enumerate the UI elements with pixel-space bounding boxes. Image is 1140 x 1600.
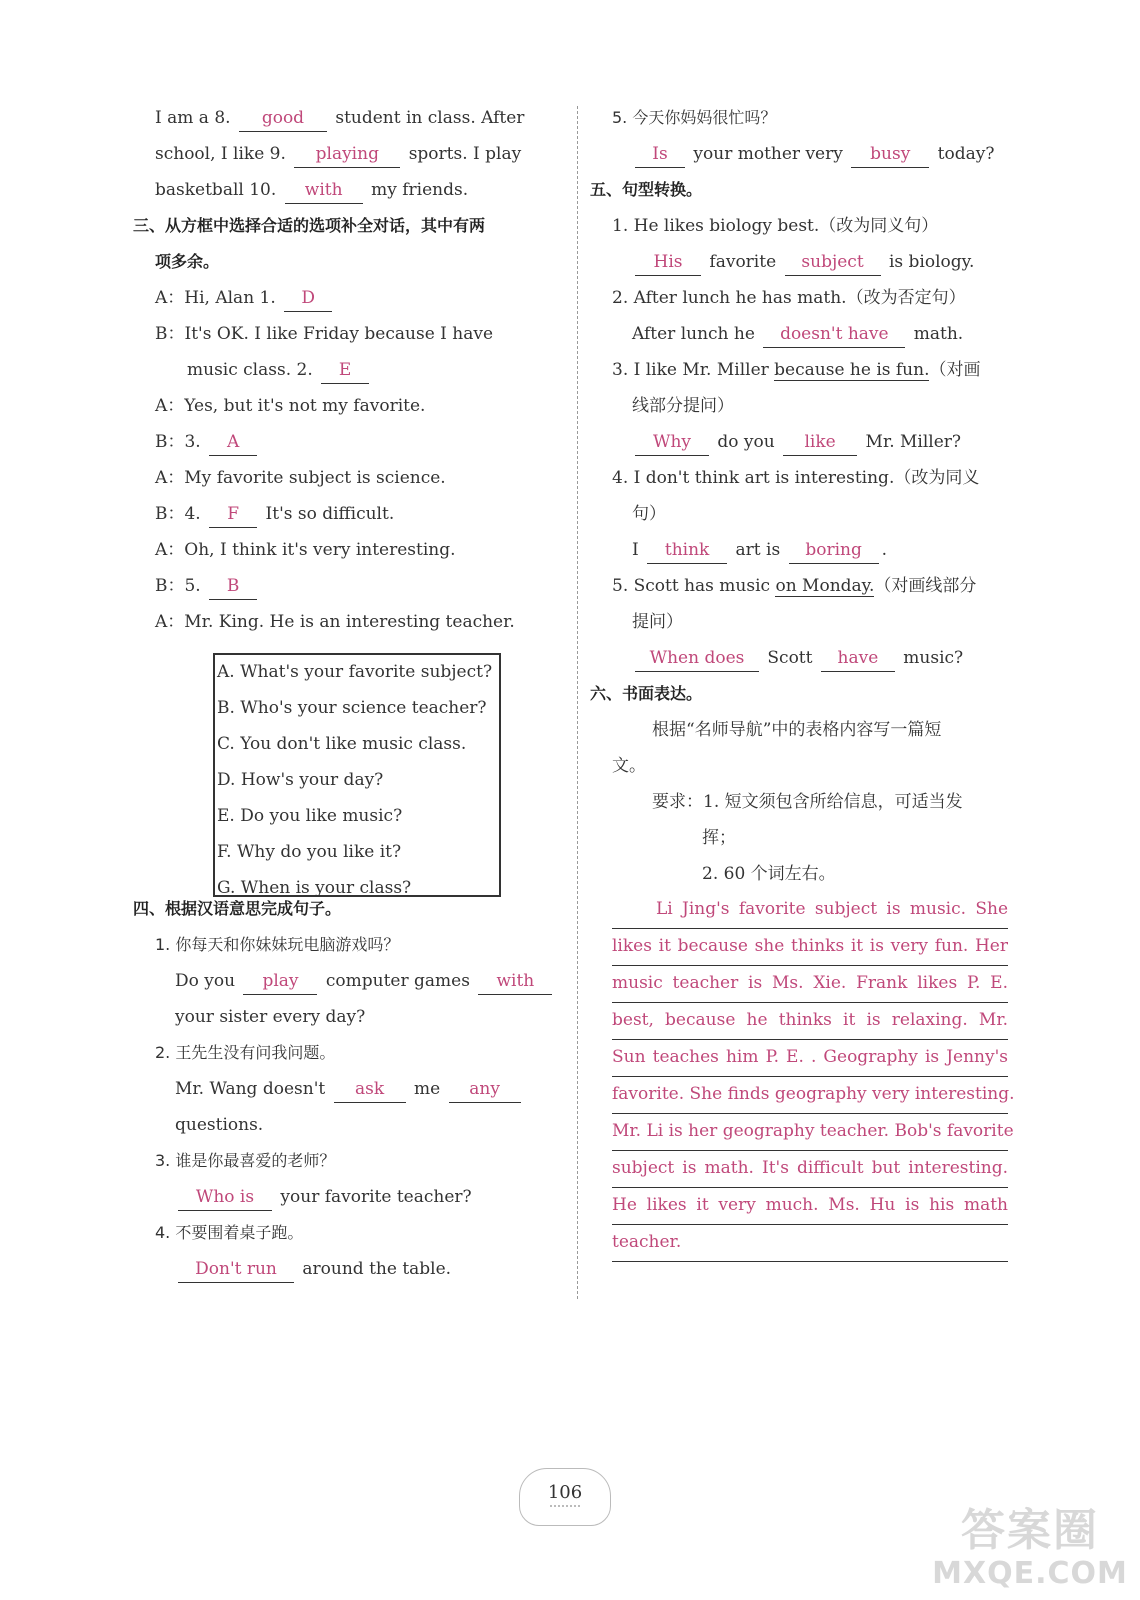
option-item: B. Who's your science teacher? — [217, 698, 487, 718]
text: your favorite teacher? — [280, 1187, 472, 1207]
question-line: 1. He likes biology best.（改为同义句） — [612, 216, 939, 236]
answer-blank: Is — [635, 141, 685, 168]
answer-blank-8: good — [239, 105, 327, 132]
section-5-heading: 五、句型转换。 — [590, 180, 703, 199]
answer-line — [612, 424, 1032, 460]
options-box — [213, 653, 501, 897]
passage-line — [155, 136, 555, 172]
answer-blank: Don't run — [178, 1256, 294, 1283]
passage-line — [155, 172, 555, 208]
answer-blank: His — [635, 249, 701, 276]
section-3-heading-cont: 项多余。 — [155, 252, 220, 271]
page-number-text: 106 — [547, 1482, 583, 1503]
text: B：5. — [155, 576, 201, 596]
answer-blank-d4: F — [209, 501, 257, 528]
answer-line — [612, 244, 1032, 280]
question-line — [612, 352, 1032, 388]
passage-line — [155, 100, 555, 136]
question-line: 提问） — [632, 612, 683, 632]
text: basketball 10. — [155, 180, 277, 200]
question-cn: 4. 不要围着桌子跑。 — [155, 1223, 304, 1242]
answer-blank: Why — [635, 429, 709, 456]
reading-passage-end — [155, 100, 555, 208]
dialog-line — [155, 496, 555, 532]
text: I — [632, 540, 639, 560]
text: B：4. — [155, 504, 201, 524]
essay-line: Li Jing's favorite subject is music. She — [612, 892, 1008, 929]
question-line: 4. I don't think art is interesting.（改为同义 — [612, 468, 980, 488]
answer-blank-d3: A — [209, 429, 257, 456]
answer-blank: ask — [334, 1076, 406, 1103]
section-3-heading: 三、从方框中选择合适的选项补全对话，其中有两 — [133, 216, 486, 235]
option-item: C. You don't like music class. — [217, 734, 467, 754]
answer-blank: When does — [635, 645, 759, 672]
text: today? — [937, 144, 995, 164]
essay-answer — [612, 892, 1015, 1262]
answer-blank: doesn't have — [763, 321, 905, 348]
requirement: 要求：1. 短文须包含所给信息，可适当发 — [652, 792, 963, 812]
dialog-line: A：My favorite subject is science. — [155, 468, 446, 488]
essay-line: teacher. — [612, 1225, 1008, 1262]
essay-line: subject is math. It's difficult but interesting. — [612, 1151, 1008, 1188]
dialog-line — [155, 424, 555, 460]
text: sports. I play — [408, 144, 522, 164]
answer-blank-d1: D — [284, 285, 332, 312]
question-line: 2. After lunch he has math.（改为否定句） — [612, 288, 966, 308]
text: favorite — [709, 252, 777, 272]
column-divider — [577, 106, 578, 1299]
text: （对画线部分 — [874, 576, 977, 596]
text: （对画 — [929, 360, 981, 380]
answer-line — [155, 963, 555, 999]
answer-blank-10: with — [285, 177, 363, 204]
text: After lunch he — [632, 324, 755, 344]
text: 5. Scott has music — [612, 576, 771, 596]
text: student in class. After — [335, 108, 525, 128]
question-cn: 1. 你每天和你妹妹玩电脑游戏吗？ — [155, 935, 400, 954]
text: my friends. — [371, 180, 469, 200]
text: Scott — [767, 648, 813, 668]
answer-line — [155, 1071, 555, 1107]
dialog-line: B：It's OK. I like Friday because I have — [155, 324, 494, 344]
answer-blank: like — [783, 429, 857, 456]
text: music class. 2. — [187, 360, 313, 380]
answer-line: questions. — [175, 1115, 264, 1135]
section-3 — [133, 208, 555, 280]
instruction: 文。 — [612, 756, 646, 776]
text: . — [881, 540, 888, 560]
answer-line — [612, 136, 1032, 172]
text: school, I like 9. — [155, 144, 286, 164]
answer-line — [612, 640, 1032, 676]
underlined-part: on Monday. — [775, 576, 875, 596]
essay-line: Mr. Li is her geography teacher. Bob's favorite — [612, 1114, 1008, 1151]
dialog-line: A：Mr. King. He is an interesting teacher. — [155, 612, 515, 632]
text: B：3. — [155, 432, 201, 452]
watermark-line1: 答案圈 — [961, 1505, 1099, 1556]
essay-line: music teacher is Ms. Xie. Frank likes P. E. — [612, 966, 1008, 1003]
essay-line: likes it because she thinks it is very fun. Her — [612, 929, 1008, 966]
requirement: 2. 60 个词左右。 — [702, 864, 836, 884]
text: computer games — [325, 971, 470, 991]
text: around the table. — [302, 1259, 452, 1279]
dialog-line — [155, 280, 555, 316]
text: Mr. Miller? — [865, 432, 962, 452]
underlined-part: because he is fun. — [774, 360, 930, 380]
dialog-line — [155, 568, 555, 604]
page-number — [519, 1468, 611, 1526]
question-cn: 2. 王先生没有问我问题。 — [155, 1043, 336, 1062]
essay-line: best, because he thinks it is relaxing. Mr. — [612, 1003, 1008, 1040]
answer-blank: Who is — [178, 1184, 272, 1211]
option-item: A. What's your favorite subject? — [217, 662, 493, 682]
option-item: G. When is your class? — [217, 878, 412, 898]
right-column — [590, 100, 1032, 1252]
answer-blank-d2: E — [321, 357, 369, 384]
text: music? — [903, 648, 964, 668]
option-item: D. How's your day? — [217, 770, 384, 790]
dialog-line — [155, 352, 555, 388]
essay-line: Sun teaches him P. E. . Geography is Jenny's — [612, 1040, 1008, 1077]
answer-blank: play — [243, 968, 317, 995]
answer-blank: any — [449, 1076, 521, 1103]
dialog-line: A：Oh, I think it's very interesting. — [155, 540, 456, 560]
text: 3. I like Mr. Miller — [612, 360, 769, 380]
answer-line — [612, 316, 1032, 352]
answer-blank: have — [821, 645, 895, 672]
answer-blank: with — [478, 968, 552, 995]
essay-line: favorite. She finds geography very interesting. — [612, 1077, 1008, 1114]
text: your mother very — [693, 144, 843, 164]
essay-line: He likes it very much. Ms. Hu is his math — [612, 1188, 1008, 1225]
dialog-line: A：Yes, but it's not my favorite. — [155, 396, 426, 416]
page-number-decoration — [550, 1505, 580, 1509]
text: art is — [735, 540, 781, 560]
text: A：Hi, Alan 1. — [155, 288, 276, 308]
answer-line — [155, 1179, 555, 1215]
answer-blank: boring — [789, 537, 879, 564]
answer-line — [612, 532, 1032, 568]
question-line — [612, 568, 1032, 604]
question-cn: 3. 谁是你最喜爱的老师？ — [155, 1151, 336, 1170]
answer-blank: busy — [851, 141, 929, 168]
answer-blank: think — [647, 537, 727, 564]
answer-blank-d5: B — [209, 573, 257, 600]
question-cn: 5. 今天你妈妈很忙吗？ — [612, 108, 777, 127]
option-item: F. Why do you like it? — [217, 842, 402, 862]
watermark-line2: MXQE.COM — [932, 1556, 1128, 1591]
answer-blank: subject — [785, 249, 881, 276]
section-4-heading: 四、根据汉语意思完成句子。 — [133, 899, 342, 918]
text: Do you — [175, 971, 236, 991]
answer-blank-9: playing — [294, 141, 400, 168]
left-column — [133, 100, 555, 1279]
answer-line — [155, 1251, 555, 1287]
requirement: 挥； — [702, 828, 736, 848]
watermark-logo — [930, 1505, 1130, 1595]
text: me — [414, 1079, 441, 1099]
text: I am a 8. — [155, 108, 231, 128]
section-6-heading: 六、书面表达。 — [590, 684, 703, 703]
question-line: 线部分提问） — [632, 396, 734, 416]
text: math. — [913, 324, 964, 344]
instruction: 根据“名师导航”中的表格内容写一篇短 — [652, 720, 942, 740]
text: is biology. — [888, 252, 975, 272]
option-item: E. Do you like music? — [217, 806, 403, 826]
section-4 — [133, 891, 555, 1287]
text: It's so difficult. — [265, 504, 395, 524]
answer-line: your sister every day? — [175, 1007, 366, 1027]
text: Mr. Wang doesn't — [175, 1079, 326, 1099]
question-line: 句） — [632, 504, 666, 524]
text: do you — [717, 432, 775, 452]
